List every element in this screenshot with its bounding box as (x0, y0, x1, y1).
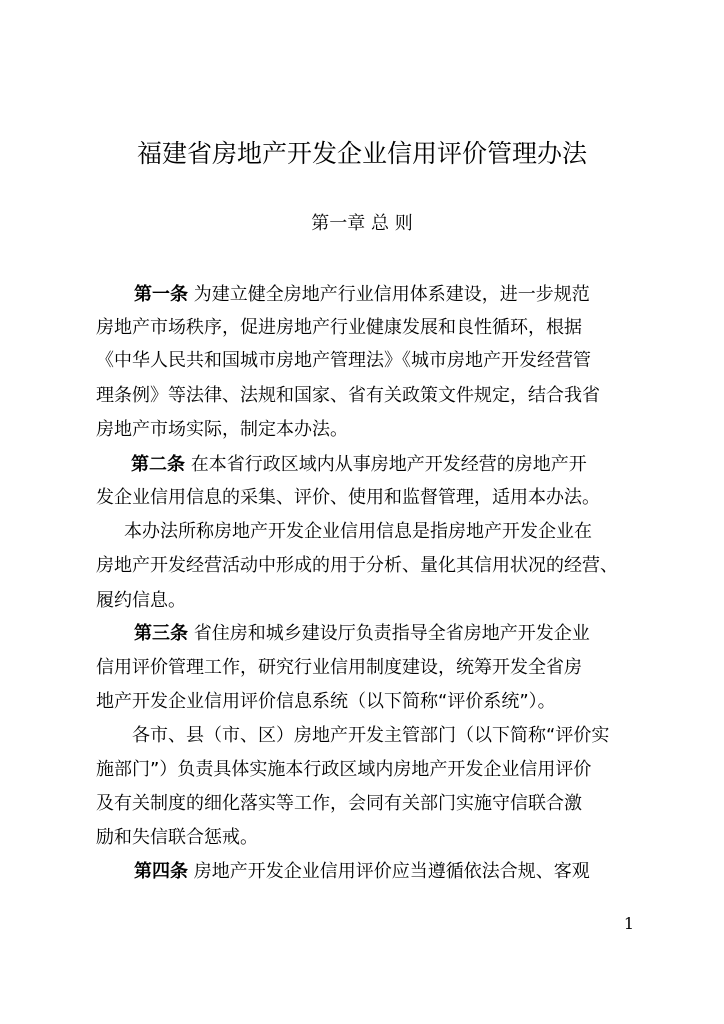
article-2-line-5: 履约信息。 (96, 590, 186, 611)
article-4-label: 第四条 (134, 861, 188, 882)
document-title: 福建省房地产开发企业信用评价管理办法 (136, 139, 587, 168)
article-2-line-1 (131, 451, 587, 479)
article-3-line-2: 信用评价管理工作，研究行业信用制度建设，统筹开发全省房 (96, 657, 582, 678)
article-3-line-6: 及有关制度的细化落实等工作，会同有关部门实施守信联合激 (96, 793, 582, 814)
article-3-label: 第三条 (134, 623, 188, 644)
line-text: 房地产开发企业信用评价应当遵循依法合规、客观 (188, 861, 590, 882)
article-2-label: 第二条 (131, 454, 185, 475)
article-2-line-4: 房地产开发经营活动中形成的用于分析、量化其信用状况的经营、 (96, 555, 618, 576)
article-3-line-3: 地产开发企业信用评价信息系统（以下简称“评价系统”）。 (96, 691, 556, 712)
article-1-line-2: 房地产市场秩序，促进房地产行业健康发展和良性循环，根据 (96, 317, 582, 338)
page-number: 1 (623, 914, 634, 933)
chapter-heading: 第一章 总 则 (311, 213, 413, 234)
article-4-line-1 (134, 858, 590, 886)
article-2-line-2: 发企业信用信息的采集、评价、使用和监督管理，适用本办法。 (96, 487, 600, 508)
article-3-line-7: 励和失信联合惩戒。 (96, 827, 258, 848)
article-3-line-4: 各市、县（市、区）房地产开发主管部门（以下简称“评价实 (132, 725, 610, 746)
line-text: 为建立健全房地产行业信用体系建设，进一步规范 (188, 284, 590, 305)
article-1-label: 第一条 (134, 284, 188, 305)
article-1-line-5: 房地产市场实际，制定本办法。 (96, 419, 348, 440)
article-2-line-3: 本办法所称房地产开发企业信用信息是指房地产开发企业在 (124, 521, 592, 542)
article-1-line-1 (134, 281, 590, 309)
article-1-line-3: 《中华人民共和国城市房地产管理法》《城市房地产开发经营管 (96, 350, 591, 371)
article-3-line-5: 施部门”）负责具体实施本行政区域内房地产开发企业信用评价 (96, 759, 592, 780)
article-1-line-4: 理条例》等法律、法规和国家、省有关政策文件规定，结合我省 (96, 385, 600, 406)
article-3-line-1 (134, 620, 590, 648)
line-text: 省住房和城乡建设厅负责指导全省房地产开发企业 (188, 623, 590, 644)
line-text: 在本省行政区域内从事房地产开发经营的房地产开 (185, 454, 587, 475)
